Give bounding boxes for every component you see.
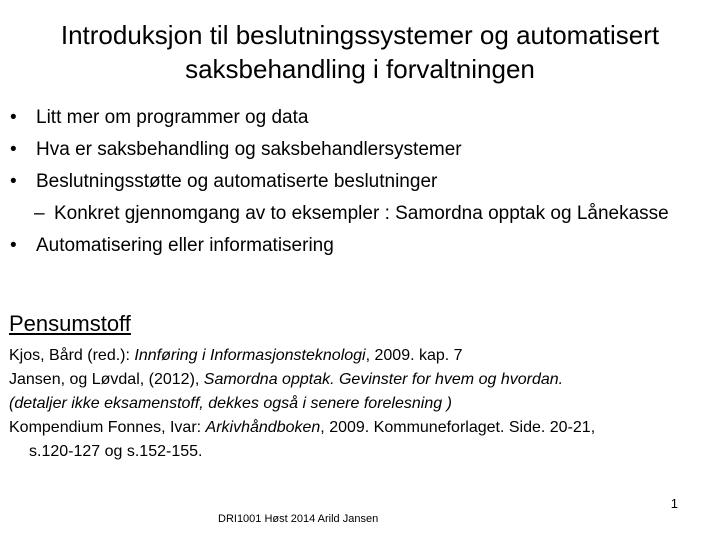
reference-fonnes [9, 416, 709, 440]
reference-fonnes-title: Arkivhåndboken [205, 419, 321, 436]
bullet-item-beslutningsstotte: • Beslutningsstøtte og automatiserte beslutninger [10, 170, 710, 194]
pensum-heading: Pensumstoff [9, 311, 131, 336]
reference-fonnes-pages: s.120-127 og s.152-155. [29, 443, 203, 460]
reference-jansen-note-text: (detaljer ikke eksamenstoff, dekkes også i senere forelesning ) [9, 395, 452, 412]
reference-kjos-details: , 2009. kap. 7 [365, 347, 463, 364]
reference-kjos-author: Kjos, Bård (red.): [9, 347, 135, 364]
reference-jansen-author: Jansen, og Løvdal, (2012), [9, 371, 204, 388]
slide-title-line-2: saksbehandling i forvaltningen [185, 54, 535, 84]
bullet-list [10, 106, 710, 266]
reference-fonnes-details: , 2009. Kommuneforlaget. Side. 20-21, [320, 419, 596, 436]
reference-jansen-note [9, 392, 709, 416]
slide-title [0, 18, 720, 86]
footer-text: DRI1001 Høst 2014 Arild Jansen [218, 513, 379, 525]
reference-kjos-title: Innføring i Informasjonsteknologi [134, 347, 366, 364]
bullet-item-saksbehandling: • Hva er saksbehandling og saksbehandlersystemer [10, 138, 710, 162]
reference-fonnes-author: Kompendium Fonnes, Ivar: [9, 419, 206, 436]
reference-kjos [9, 344, 709, 368]
reference-jansen [9, 368, 709, 392]
reference-jansen-title: Samordna opptak. Gevinster for hvem og hvordan. [203, 371, 564, 388]
reading-list [9, 344, 709, 464]
bullet-item-programmer: • Litt mer om programmer og data [10, 106, 710, 130]
page-number: 1 [670, 496, 678, 511]
slide-title-line-1: Introduksjon til beslutningssystemer og automatisert [60, 20, 660, 50]
bullet-item-automatisering: • Automatisering eller informatisering [10, 234, 710, 258]
sub-bullet-eksempler: – Konkret gjennomgang av to eksempler : Samordna opptak og Lånekasse [34, 202, 684, 226]
